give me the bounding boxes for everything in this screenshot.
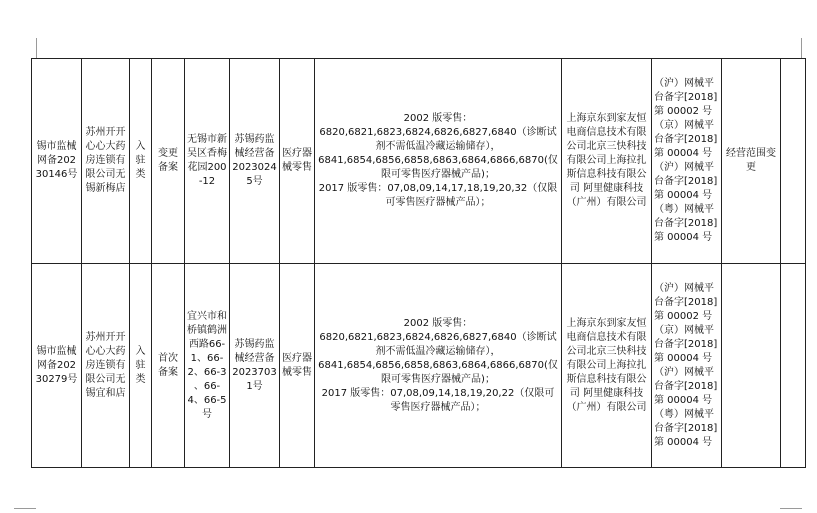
scope-line: 2017 版零售：07,08,09,14,18,19,20,22（仅限可零售医疗器械产品）；: [321, 387, 555, 413]
remark-cell: [722, 264, 781, 468]
record-number-cell: 锡市监械网备20230279号: [32, 264, 82, 468]
record-type-cell: 变更备案: [152, 59, 185, 264]
platform-record-cell: （沪）网械平台备字[2018]第 00002 号（京）网械平台备字[2018]第 00004 号（沪）网械平台备字[2018]第 00004 号（粤）网械平台备字[2018]第 00004 号: [652, 59, 722, 264]
table-row: [32, 59, 806, 264]
record-table: [31, 58, 806, 468]
crop-mark-top-left-v: [36, 38, 37, 58]
scope-line: 2002 版零售：: [403, 317, 473, 329]
category-cell: 入驻类: [130, 264, 152, 468]
category-cell: 入驻类: [130, 59, 152, 264]
scope-line: 2017 版零售：07,08,09,14,17,18,19,20,32（仅限可零售医疗器械产品）；: [318, 183, 558, 208]
remark-cell: 经营范围变更: [722, 59, 781, 264]
record-number-cell: 锡市监械网备20230146号: [32, 59, 82, 264]
device-type-cell: 医疗器械零售: [280, 264, 315, 468]
empty-cell: [781, 264, 806, 468]
empty-cell: [781, 59, 806, 264]
business-scope-cell: [315, 264, 562, 468]
record-type-cell: 首次备案: [152, 264, 185, 468]
address-cell: 宜兴市和桥镇鹤洲西路66-1、66-2、66-3 、66-4、66-5号: [185, 264, 230, 468]
scope-line: 6820,6821,6823,6824,6826,6827,6840（诊断试剂不需低温冷藏运输储存），: [319, 331, 557, 357]
platform-cell: 上海京东到家友恒电商信息技术有限公司北京三快科技有限公司上海拉扎斯信息科技有限公司 阿里健康科技（广州）有限公司: [562, 59, 652, 264]
table-row: [32, 264, 806, 468]
scope-line: 6841,6854,6856,6858,6863,6864,6866,6870(仅限可零售医疗器械产品)；: [318, 359, 558, 385]
crop-mark-bottom-left-h: [14, 508, 36, 509]
crop-mark-top-right-v: [801, 38, 802, 58]
business-scope-cell: [315, 59, 562, 264]
license-cell: 苏锡药监械经营备20237031号: [230, 264, 280, 468]
scope-line: 2002 版零售：: [403, 113, 473, 124]
scope-line: 6820,6821,6823,6824,6826,6827,6840（诊断试剂不需低温冷藏运输储存），: [319, 127, 557, 152]
device-type-cell: 医疗器械零售: [280, 59, 315, 264]
platform-record-cell: （沪）网械平台备字[2018]第 00002 号（京）网械平台备字[2018]第 00004 号（沪）网械平台备字[2018]第 00004 号（粤）网械平台备字[2018]第 00004 号: [652, 264, 722, 468]
scope-line: 6841,6854,6856,6858,6863,6864,6866,6870(仅限可零售医疗器械产品)；: [318, 155, 558, 180]
company-cell: 苏州开开心心大药房连锁有限公司无锡新梅店: [82, 59, 130, 264]
platform-cell: 上海京东到家友恒电商信息技术有限公司北京三快科技有限公司上海拉扎斯信息科技有限公司 阿里健康科技（广州）有限公司: [562, 264, 652, 468]
company-cell: 苏州开开心心大药房连锁有限公司无锡宜和店: [82, 264, 130, 468]
address-cell: 无锡市新吴区香梅花园200-12: [185, 59, 230, 264]
crop-mark-bottom-right-h: [780, 508, 802, 509]
license-cell: 苏锡药监械经营备20230245号: [230, 59, 280, 264]
